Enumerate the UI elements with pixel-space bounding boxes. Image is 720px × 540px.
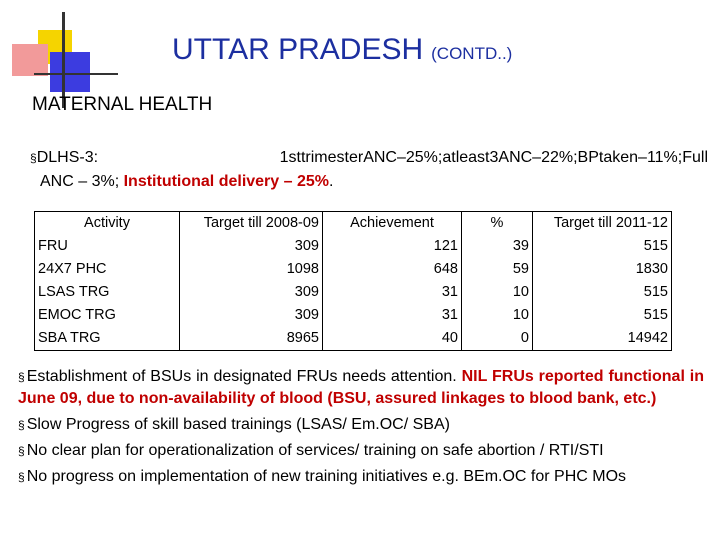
dlhs-word: ANC bbox=[363, 149, 397, 166]
table-cell: 40 bbox=[323, 327, 462, 351]
table-cell: 8965 bbox=[180, 327, 323, 351]
table-cell: 515 bbox=[533, 235, 672, 258]
table-row bbox=[35, 258, 672, 281]
header-percent: % bbox=[462, 212, 533, 236]
decor-red-square bbox=[12, 44, 48, 76]
bullet-item bbox=[18, 414, 704, 436]
table-row bbox=[35, 327, 672, 351]
bullet-text: Slow Progress of skill based trainings (LSAS/ Em.OC/ SBA) bbox=[26, 416, 450, 433]
table-cell: LSAS TRG bbox=[35, 281, 180, 304]
page-title bbox=[172, 33, 512, 67]
table-cell: 648 bbox=[323, 258, 462, 281]
bullet-text-plain: Establishment of BSUs in designated FRUs needs attention. bbox=[26, 368, 462, 385]
table-cell: 59 bbox=[462, 258, 533, 281]
dlhs-word: at bbox=[442, 149, 456, 166]
table-row bbox=[35, 235, 672, 258]
bullet-list bbox=[18, 366, 704, 488]
bullet-item bbox=[18, 366, 704, 410]
table-cell: 1830 bbox=[533, 258, 672, 281]
header-achievement: Achievement bbox=[323, 212, 462, 236]
dlhs-word: DLHS-3: bbox=[36, 149, 99, 166]
table-row bbox=[35, 281, 672, 304]
dlhs-paragraph bbox=[30, 146, 708, 194]
dlhs-word: 22%; bbox=[541, 149, 578, 166]
table-cell: 24X7 PHC bbox=[35, 258, 180, 281]
bullet-icon: § bbox=[18, 418, 25, 432]
dlhs-word: ANC bbox=[498, 149, 533, 166]
table-cell: 309 bbox=[180, 235, 323, 258]
bullet-item bbox=[18, 466, 704, 488]
dlhs-line-1 bbox=[30, 146, 708, 170]
dlhs-word: trimester bbox=[300, 149, 364, 166]
table-cell: 121 bbox=[323, 235, 462, 258]
dlhs-word: Full bbox=[682, 149, 708, 166]
dlhs-text-plain: ANC – 3%; bbox=[40, 173, 124, 190]
table-cell: 309 bbox=[180, 281, 323, 304]
table-cell: EMOC TRG bbox=[35, 304, 180, 327]
title-main: UTTAR PRADESH bbox=[172, 33, 424, 66]
table-cell: 10 bbox=[462, 304, 533, 327]
table-cell: 14942 bbox=[533, 327, 672, 351]
bullet-text: No progress on implementation of new training initiatives e.g. BEm.OC for PHC MOs bbox=[26, 468, 627, 485]
dlhs-text-highlight: Institutional delivery – 25% bbox=[123, 173, 329, 190]
bullet-icon: § bbox=[30, 151, 37, 165]
table-cell: FRU bbox=[35, 235, 180, 258]
table-row bbox=[35, 304, 672, 327]
table-cell: 31 bbox=[323, 304, 462, 327]
table-cell: 1098 bbox=[180, 258, 323, 281]
header-target-2011-12: Target till 2011-12 bbox=[533, 212, 672, 236]
header-target-2008-09: Target till 2008-09 bbox=[180, 212, 323, 236]
table-cell: 0 bbox=[462, 327, 533, 351]
dlhs-word: BP bbox=[577, 149, 599, 166]
dlhs-line-2 bbox=[30, 170, 708, 194]
activity-table bbox=[34, 211, 672, 351]
table-cell: 309 bbox=[180, 304, 323, 327]
dlhs-word: 11%; bbox=[646, 149, 683, 166]
table-cell: 39 bbox=[462, 235, 533, 258]
table-cell: 515 bbox=[533, 304, 672, 327]
dlhs-word: taken bbox=[598, 149, 639, 166]
table-cell: 10 bbox=[462, 281, 533, 304]
bullet-text-highlight: NIL FRUs reported functional in June 09, due to non-availability of blood (BSU, assured linkages to blood bank, etc.) bbox=[18, 368, 704, 407]
dlhs-text-end: . bbox=[329, 173, 334, 190]
dlhs-word: 25%; bbox=[405, 149, 443, 166]
dlhs-word: – bbox=[638, 149, 647, 166]
title-sub: (CONTD..) bbox=[431, 44, 513, 63]
bullet-icon: § bbox=[18, 370, 25, 384]
table-cell: 515 bbox=[533, 281, 672, 304]
dlhs-word: least bbox=[455, 149, 490, 166]
bullet-item bbox=[18, 440, 704, 462]
section-heading: MATERNAL HEALTH bbox=[32, 94, 213, 115]
decor-horizontal-line bbox=[34, 73, 118, 75]
dlhs-word: 3 bbox=[489, 149, 499, 166]
bullet-icon: § bbox=[18, 470, 25, 484]
bullet-icon: § bbox=[18, 444, 25, 458]
header-activity: Activity bbox=[35, 212, 180, 236]
table-cell: 31 bbox=[323, 281, 462, 304]
bullet-text: No clear plan for operationalization of services/ training on safe abortion / RTI/STI bbox=[26, 442, 604, 459]
dlhs-word: 1st bbox=[279, 149, 301, 166]
dlhs-word: – bbox=[396, 149, 406, 166]
decor-blue-square bbox=[50, 52, 90, 92]
dlhs-word: – bbox=[532, 149, 542, 166]
table-header-row bbox=[35, 212, 672, 236]
table-cell: SBA TRG bbox=[35, 327, 180, 351]
